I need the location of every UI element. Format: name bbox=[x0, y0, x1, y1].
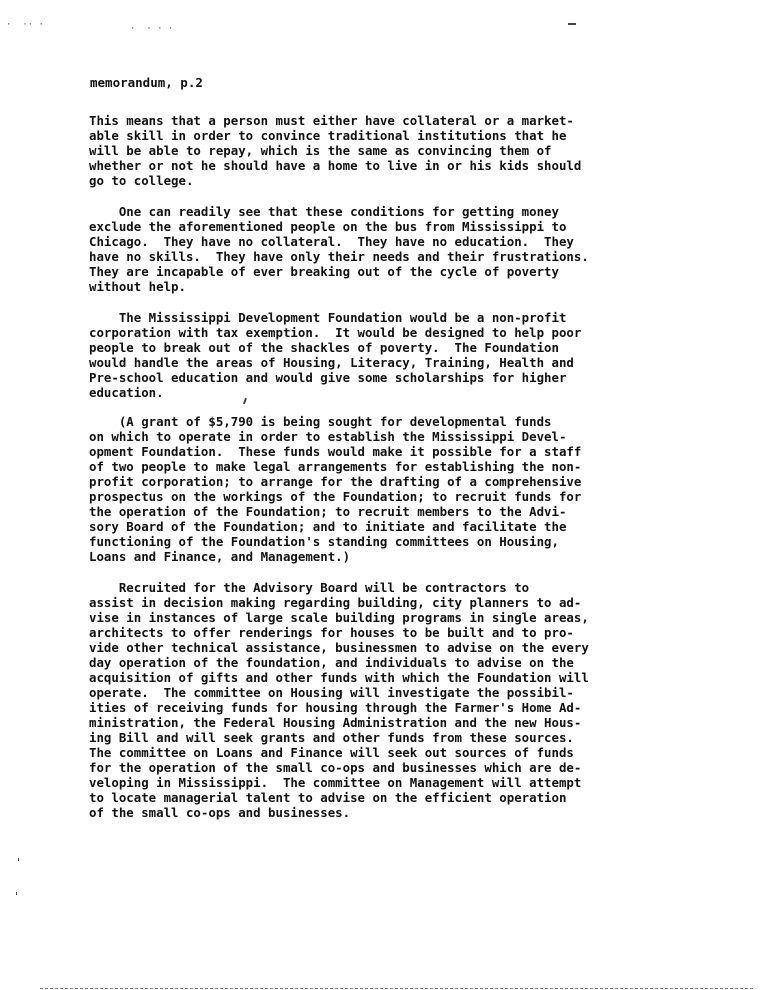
text-line: people to break out of the shackles of poverty. The Foundation bbox=[89, 340, 559, 355]
paragraph-1 bbox=[89, 113, 729, 188]
scan-speck-top-left: · ·· · bbox=[6, 20, 44, 30]
text-line: This means that a person must either have collateral or a market- bbox=[89, 113, 574, 128]
paragraph-4 bbox=[89, 414, 729, 564]
text-line: vise in instances of large scale building programs in single areas, bbox=[89, 610, 589, 625]
page-header: memorandum, p.2 bbox=[90, 75, 203, 90]
text-line: Recruited for the Advisory Board will be contractors to bbox=[89, 580, 530, 595]
text-line: Pre-school education and would give some scholarships for higher bbox=[89, 370, 567, 385]
text-line: ing Bill and will seek grants and other funds from these sources. bbox=[89, 730, 574, 745]
text-line: The committee on Loans and Finance will seek out sources of funds bbox=[89, 745, 574, 760]
text-line: day operation of the foundation, and individuals to advise on the bbox=[89, 655, 574, 670]
text-line: education. bbox=[89, 385, 164, 400]
text-line: go to college. bbox=[89, 173, 194, 188]
scan-mark-top-right bbox=[568, 23, 576, 25]
text-line: ministration, the Federal Housing Administration and the new Hous- bbox=[89, 715, 582, 730]
paragraph-3 bbox=[89, 310, 729, 400]
text-line: They are incapable of ever breaking out of the cycle of poverty bbox=[89, 264, 559, 279]
text-line: sory Board of the Foundation; and to initiate and facilitate the bbox=[89, 519, 567, 534]
text-line: without help. bbox=[89, 279, 186, 294]
text-line: Chicago. They have no collateral. They have no education. They bbox=[89, 234, 574, 249]
scan-speck-top-mid: · · · · bbox=[130, 24, 174, 34]
text-line: able skill in order to convince traditional institutions that he bbox=[89, 128, 567, 143]
text-line: Loans and Finance, and Management.) bbox=[89, 549, 351, 564]
scan-speck-left-lower bbox=[16, 892, 17, 895]
text-line: profit corporation; to arrange for the drafting of a comprehensive bbox=[89, 474, 582, 489]
text-line: have no skills. They have only their needs and their frustrations. bbox=[89, 249, 589, 264]
text-line: vide other technical assistance, businessmen to advise on the every bbox=[89, 640, 589, 655]
text-line: exclude the aforementioned people on the bus from Mississippi to bbox=[89, 219, 567, 234]
paragraph-2 bbox=[89, 204, 729, 294]
text-line: prospectus on the workings of the Foundation; to recruit funds for bbox=[89, 489, 582, 504]
text-line: acquisition of gifts and other funds with which the Foundation will bbox=[89, 670, 589, 685]
text-line: on which to operate in order to establish the Mississippi Devel- bbox=[89, 429, 567, 444]
text-line: the operation of the Foundation; to recruit members to the Advi- bbox=[89, 504, 567, 519]
text-line: (A grant of $5,790 is being sought for developmental funds bbox=[89, 414, 552, 429]
text-line: will be able to repay, which is the same as convincing them of bbox=[89, 143, 552, 158]
text-line: ities of receiving funds for housing through the Farmer's Home Ad- bbox=[89, 700, 582, 715]
text-line: would handle the areas of Housing, Literacy, Training, Health and bbox=[89, 355, 574, 370]
text-line: corporation with tax exemption. It would be designed to help poor bbox=[89, 325, 582, 340]
text-line: for the operation of the small co-ops and businesses which are de- bbox=[89, 760, 582, 775]
text-line: operate. The committee on Housing will investigate the possibil- bbox=[89, 685, 574, 700]
text-line: assist in decision making regarding building, city planners to ad- bbox=[89, 595, 582, 610]
text-line: of the small co-ops and businesses. bbox=[89, 805, 351, 820]
text-line: opment Foundation. These funds would make it possible for a staff bbox=[89, 444, 582, 459]
pen-tick-mark bbox=[243, 398, 247, 404]
text-line: The Mississippi Development Foundation would be a non-profit bbox=[89, 310, 567, 325]
text-line: functioning of the Foundation's standing committees on Housing, bbox=[89, 534, 559, 549]
text-line: whether or not he should have a home to live in or his kids should bbox=[89, 158, 582, 173]
text-line: to locate managerial talent to advise on the efficient operation bbox=[89, 790, 567, 805]
text-line: architects to offer renderings for houses to be built and to pro- bbox=[89, 625, 574, 640]
paragraph-5 bbox=[89, 580, 729, 820]
text-line: veloping in Mississippi. The committee on Management will attempt bbox=[89, 775, 582, 790]
text-line: of two people to make legal arrangements for establishing the non- bbox=[89, 459, 582, 474]
text-line: One can readily see that these conditions for getting money bbox=[89, 204, 559, 219]
scan-speck-left bbox=[18, 858, 19, 861]
scan-bottom-edge bbox=[40, 988, 753, 989]
